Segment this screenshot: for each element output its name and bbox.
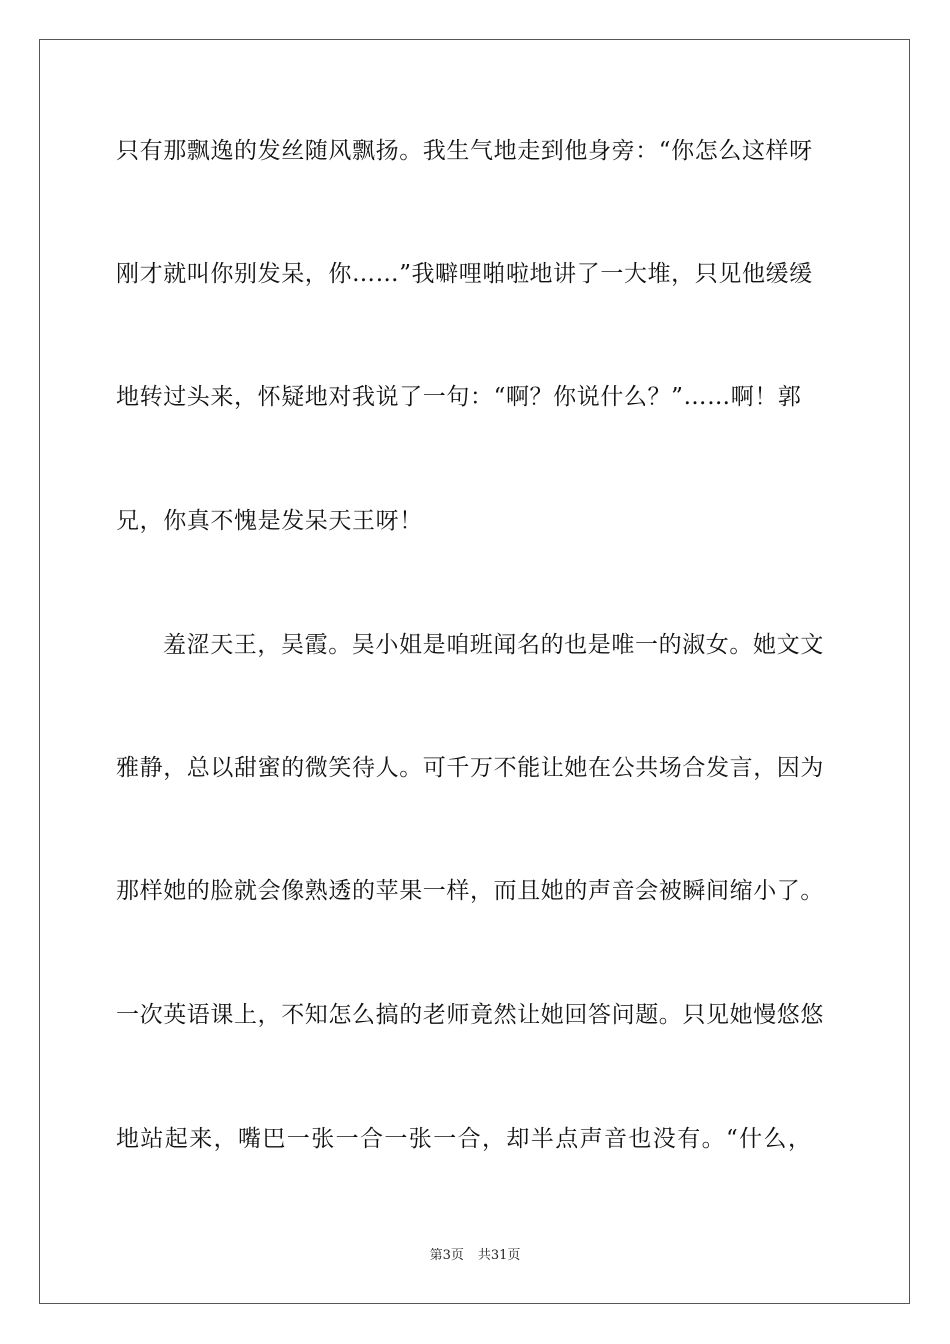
body-text-line: 雅静，总以甜蜜的微笑待人。可千万不能让她在公共场合发言，因为 xyxy=(116,755,824,781)
body-text-line: 地站起来，嘴巴一张一合一张一合，却半点声音也没有。“什么， xyxy=(116,1126,813,1152)
page-border xyxy=(39,39,910,1304)
page-footer xyxy=(0,1248,950,1264)
body-text-line: 刚才就叫你别发呆，你……”我噼哩啪啦地讲了一大堆，只见他缓缓 xyxy=(116,261,813,287)
body-text-line: 那样她的脸就会像熟透的苹果一样，而且她的声音会被瞬间缩小了。 xyxy=(116,878,824,904)
body-text-line: 地转过头来，怀疑地对我说了一句：“啊？你说什么？”……啊！郭 xyxy=(116,384,802,410)
body-text-line: 兄，你真不愧是发呆天王呀！ xyxy=(116,508,423,534)
page-number: 第3页 xyxy=(429,1248,464,1263)
page-total: 共31页 xyxy=(477,1248,521,1263)
body-text-line: 只有那飘逸的发丝随风飘扬。我生气地走到他身旁：“你怎么这样呀 xyxy=(116,138,813,164)
paragraph-start-line: 羞涩天王，吴霞。吴小姐是咱班闻名的也是唯一的淑女。她文文 xyxy=(163,632,824,658)
body-text-line: 一次英语课上，不知怎么搞的老师竟然让她回答问题。只见她慢悠悠 xyxy=(116,1002,824,1028)
